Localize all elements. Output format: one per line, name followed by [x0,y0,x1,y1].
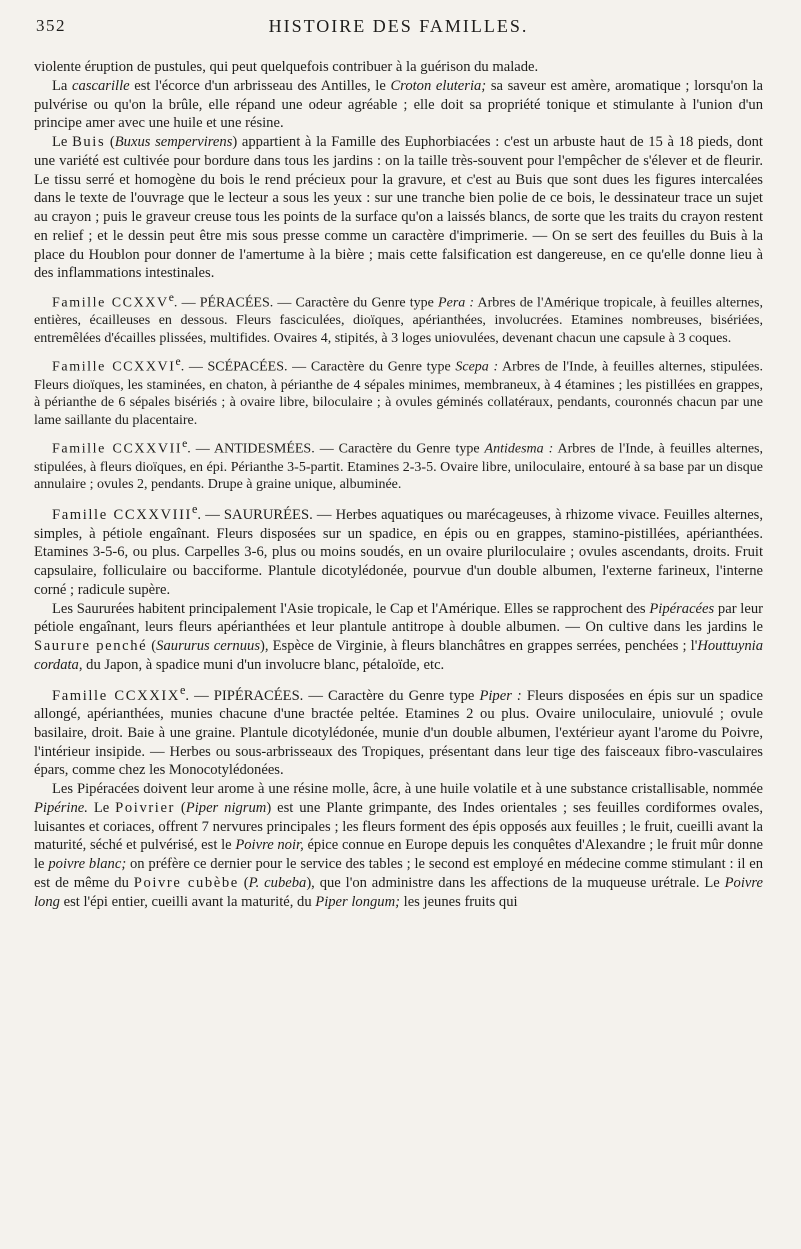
paragraph-continuation: violente éruption de pustules, qui peut quelquefois contribuer à la guérison du malade. [34,59,539,75]
term-buxus: Buxus sempervirens [114,134,233,150]
term-poivre-blanc: poivre blanc; [48,856,127,873]
genus-type: Antidesma : [484,442,554,458]
term-cascarille: cascarille [72,77,130,94]
term-piperacees: Pipéracées [649,600,715,617]
term-houttuynia: Houttuynia cordata [34,638,763,673]
term-piperine: Pipérine. [34,799,88,816]
term-p-cubeba: P. cubeba [248,874,307,891]
paragraph-saururees: Les Saururées habitent principalement l'Asie tropicale, le Cap et l'Amérique. Elles se rapprochent des Pipéracées par leur pétiole engaînant, leurs fleurs apérianthées et leur plantule antitrope à double albumen. — On cultive dans les jardins le Saurure penché (Saururus cernuus), Espèce de Virginie, à fleurs blanchâtres en grappes serrées, penchées ; l'Houttuynia cordata, du Japon, à spadice muni d'un involucre blanc, pétaloïde, etc. [34,600,763,673]
family-heading: Famille CCXXIX [52,687,180,704]
term-poivre-cubebe: Poivre cubèbe [133,874,239,891]
term-poivrier: Poivrier [115,799,175,816]
term-piper-longum: Piper longum; [315,893,400,910]
paragraph-buis: Le Buis (Buxus sempervirens) appartient à la Famille des Euphorbiacées : c'est un arbuste haut de 15 à 18 pieds, dont une variété est cultivée pour bordure dans tous les jardins : on la taille très-souvent pour l'empêcher de s'élever et de fleurir. Le tissu serré et homogène du bois le rend précieux pour la gravure, et c'est au Buis que sont dues les figures intercalées dans le texte de l'ouvrage que le lecteur a sous les yeux : sur une tranche bien polie de ce bois, le dessinateur trace un sujet au crayon ; puis le graveur creuse tous les points de la surface qu'on a laissés blancs, de sorte que les traits du crayon restent en relief ; et le dessin peut être mis sous presse comme un caractère d'imprimerie. — On se sert des feuilles du Buis à la place du Houblon pour donner de l'amertume à la bière ; mais cette falsification est dangereuse, en ce qu'elle donne lieu à des inflammations intestinales. [34,134,763,282]
term-croton: Croton eluteria; [390,77,487,94]
body-text [34,58,763,911]
genus-type: Piper : [479,687,522,704]
term-saururus: Saururus cernuus [156,638,260,655]
paragraph-cascarille: La cascarille est l'écorce d'un arbrisseau des Antilles, le Croton eluteria; sa saveur est amère, aromatique ; lorsqu'on la pulvérise ou qu'on la brûle, elle répand une odeur agréable ; elle doit sa propriété tonique et stimulante à l'union d'un principe amer avec une huile et une résine. [34,77,764,132]
term-poivre-long: Poivre long [34,874,763,910]
term-saurure-penche: Saurure penché [34,638,148,655]
page-number: 352 [36,16,66,35]
term-piper-nigrum: Piper nigrum [185,799,267,816]
term-poivre-noir: Poivre noir, [235,837,304,854]
family-228-saururees: Famille CCXXVIIIe. — SAURURÉES. — Herbes aquatiques ou marécageuses, à rhizome vivace. Feuilles alternes, simples, à pétiole engaînant. Fleurs disposées sur un spadice, en épis ou en grappes, stamino-pistillées, apérianthées. Etamines 3-5-6, ou plus. Carpelles 3-6, plus ou moins soudés, en un ovaire pluriloculaire ; ovules ascendants, droits. Fruit capsulaire, folliculaire ou bacciforme. Plantule dicotylédonée, pourvue d'un double albumen, l'externe farineux, l'interne corné ; radicule supère. [34,501,763,598]
family-heading: Famille CCXXVI [52,360,176,376]
paragraph-piperacees: Les Pipéracées doivent leur arome à une résine molle, âcre, à une huile volatile et à une substance cristallisable, nommée Pipérine. Le Poivrier (Piper nigrum) est une Plante grimpante, des Indes orientales ; ses feuilles cordiformes ovales, luisantes et coriaces, offrent 7 nervures principales ; les fleurs forment des épis opposés aux feuilles ; le fruit, cueilli avant la maturité, séché et pulvérisé, est le Poivre noir, épice connue en Europe depuis les conquêtes d'Alexandre ; le fruit mûr donne le poivre blanc; on préfère ce dernier pour le service des tables ; le second est employé en médecine comme stimulant : il en est de même du Poivre cubèbe (P. cubeba), que l'on administre dans les affections de la muqueuse urétrale. Le Poivre long est l'épi entier, cueilli avant la maturité, du Piper longum; les jeunes fruits qui [34,781,764,910]
running-title: HISTOIRE DES FAMILLES. [268,16,529,36]
family-226-scepacees: Famille CCXXVIe. — SCÉPACÉES. — Caractère du Genre type Scepa : Arbres de l'Inde, à feuilles alternes, stipulées. Fleurs dioïques, les staminées, en chaton, à périanthe de 4 sépales minimes, membraneux, à 4 étamines ; les pistillées en grappes, à périanthe de 6 sépales bisériés ; à ovaire libre, biloculaire ; à ovules géminés collatéraux, pendants, couronnés chacun par une lame saillante du placentaire. [34,355,763,428]
genus-type: Pera : [438,295,475,311]
family-heading: Famille CCXXVIII [52,506,192,523]
genus-type: Scepa : [455,360,499,376]
family-229-piperacees: Famille CCXXIXe. — PIPÉRACÉES. — Caractère du Genre type Piper : Fleurs disposées en épis sur un spadice allongé, apérianthées, munies chacune d'une bractée peltée. Etamines 2 ou plus. Ovaire uniloculaire, uniovulé ; ovule basilaire, droit. Baie à une graine. Plantule dicotylédonée, munie d'un double albumen, l'extérieur ayant l'arome du Poivre, l'intérieur insipide. — Herbes ou sous-arbrisseaux des Tropiques, présentant dans leur tige des faisceaux fibro-vasculaires épars, comme chez les Monocotylédonées. [34,682,763,779]
family-heading: Famille CCXXV [52,295,169,311]
family-225-peracees: Famille CCXXVe. — PÉRACÉES. — Caractère du Genre type Pera : Arbres de l'Amérique tropicale, à feuilles alternes, entières, écailleuses en dessous. Fleurs fasciculées, dioïques, apérianthées, involucrées. Etamines nombreuses, bisériées, entremêlées d'écailles plissées, multifides. Ovaires 4, stipités, à 3 loges uniovulées, devenant chacun une capsule à 3 coques. [34,291,763,346]
family-227-antidesmees: Famille CCXXVIIe. — ANTIDESMÉES. — Caractère du Genre type Antidesma : Arbres de l'Inde, à feuilles alternes, stipulées, à fleurs dioïques, en épi. Périanthe 3-5-partit. Etamines 2-3-5. Ovaire libre, uniloculaire, entouré à sa base par un disque annulaire ; ovules 2, pendants. Drupe à graine unique, albuminée. [34,437,764,493]
term-buis: Buis [72,134,106,150]
page-header [34,12,763,48]
family-heading: Famille CCXXVII [52,442,183,458]
